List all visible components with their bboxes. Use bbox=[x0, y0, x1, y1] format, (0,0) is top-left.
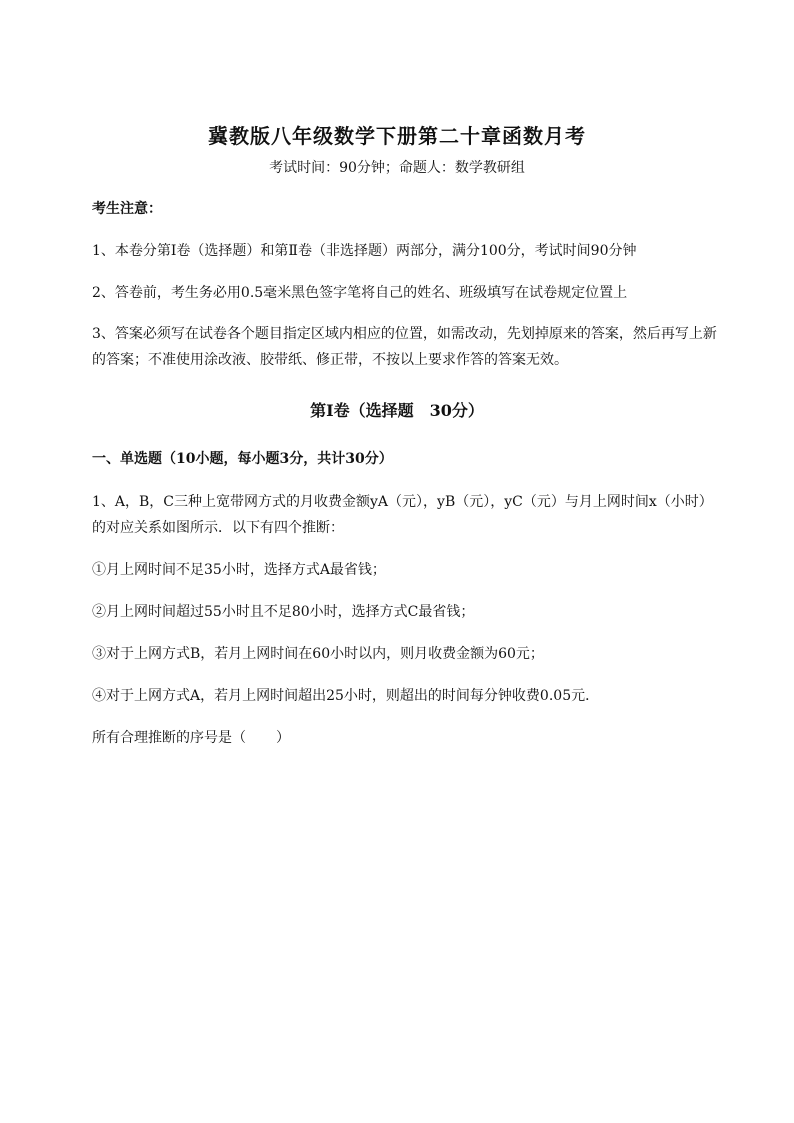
notice-item-2: 2、答卷前，考生务必用0.5毫米黑色签字笔将自己的姓名、班级填写在试卷规定位置上 bbox=[92, 285, 628, 301]
statement-2: ②月上网时间超过55小时且不足80小时，选择方式C最省钱； bbox=[92, 604, 475, 620]
notice-item-3: 3、答案必须写在试卷各个题目指定区域内相应的位置，如需改动，先划掉原来的答案，然后再写上新 bbox=[92, 326, 717, 342]
question-stem-line-1: 1、A，B，C三种上宽带网方式的月收费金额yA（元），yB（元），yC（元）与月上网时间x（小时） bbox=[92, 494, 713, 510]
exam-subtitle: 考试时间：90分钟；命题人：数学教研组 bbox=[269, 160, 525, 176]
notice-heading: 考生注意： bbox=[92, 201, 162, 217]
statement-3: ③对于上网方式B，若月上网时间在60小时以内，则月收费金额为60元； bbox=[92, 646, 544, 662]
question-stem-line-2: 的对应关系如图所示．以下有四个推断： bbox=[92, 520, 344, 536]
statement-1: ①月上网时间不足35小时，选择方式A最省钱； bbox=[92, 562, 386, 578]
answer-prompt-text: 所有合理推断的序号是（ bbox=[92, 730, 246, 746]
part-title: 第I卷（选择题 30分） bbox=[310, 401, 484, 420]
exam-title: 冀教版八年级数学下册第二十章函数月考 bbox=[208, 124, 586, 148]
notice-item-1: 1、本卷分第I卷（选择题）和第Ⅱ卷（非选择题）两部分，满分100分，考试时间90分钟 bbox=[92, 243, 637, 259]
statement-4: ④对于上网方式A，若月上网时间超出25小时，则超出的时间每分钟收费0.05元． bbox=[92, 688, 600, 704]
section-heading: 一、单选题（10小题，每小题3分，共计30分） bbox=[92, 451, 393, 467]
answer-prompt-close: ） bbox=[276, 730, 290, 746]
notice-item-3-continued: 的答案；不准使用涂改液、胶带纸、修正带，不按以上要求作答的答案无效。 bbox=[92, 352, 568, 368]
answer-prompt bbox=[92, 725, 707, 751]
